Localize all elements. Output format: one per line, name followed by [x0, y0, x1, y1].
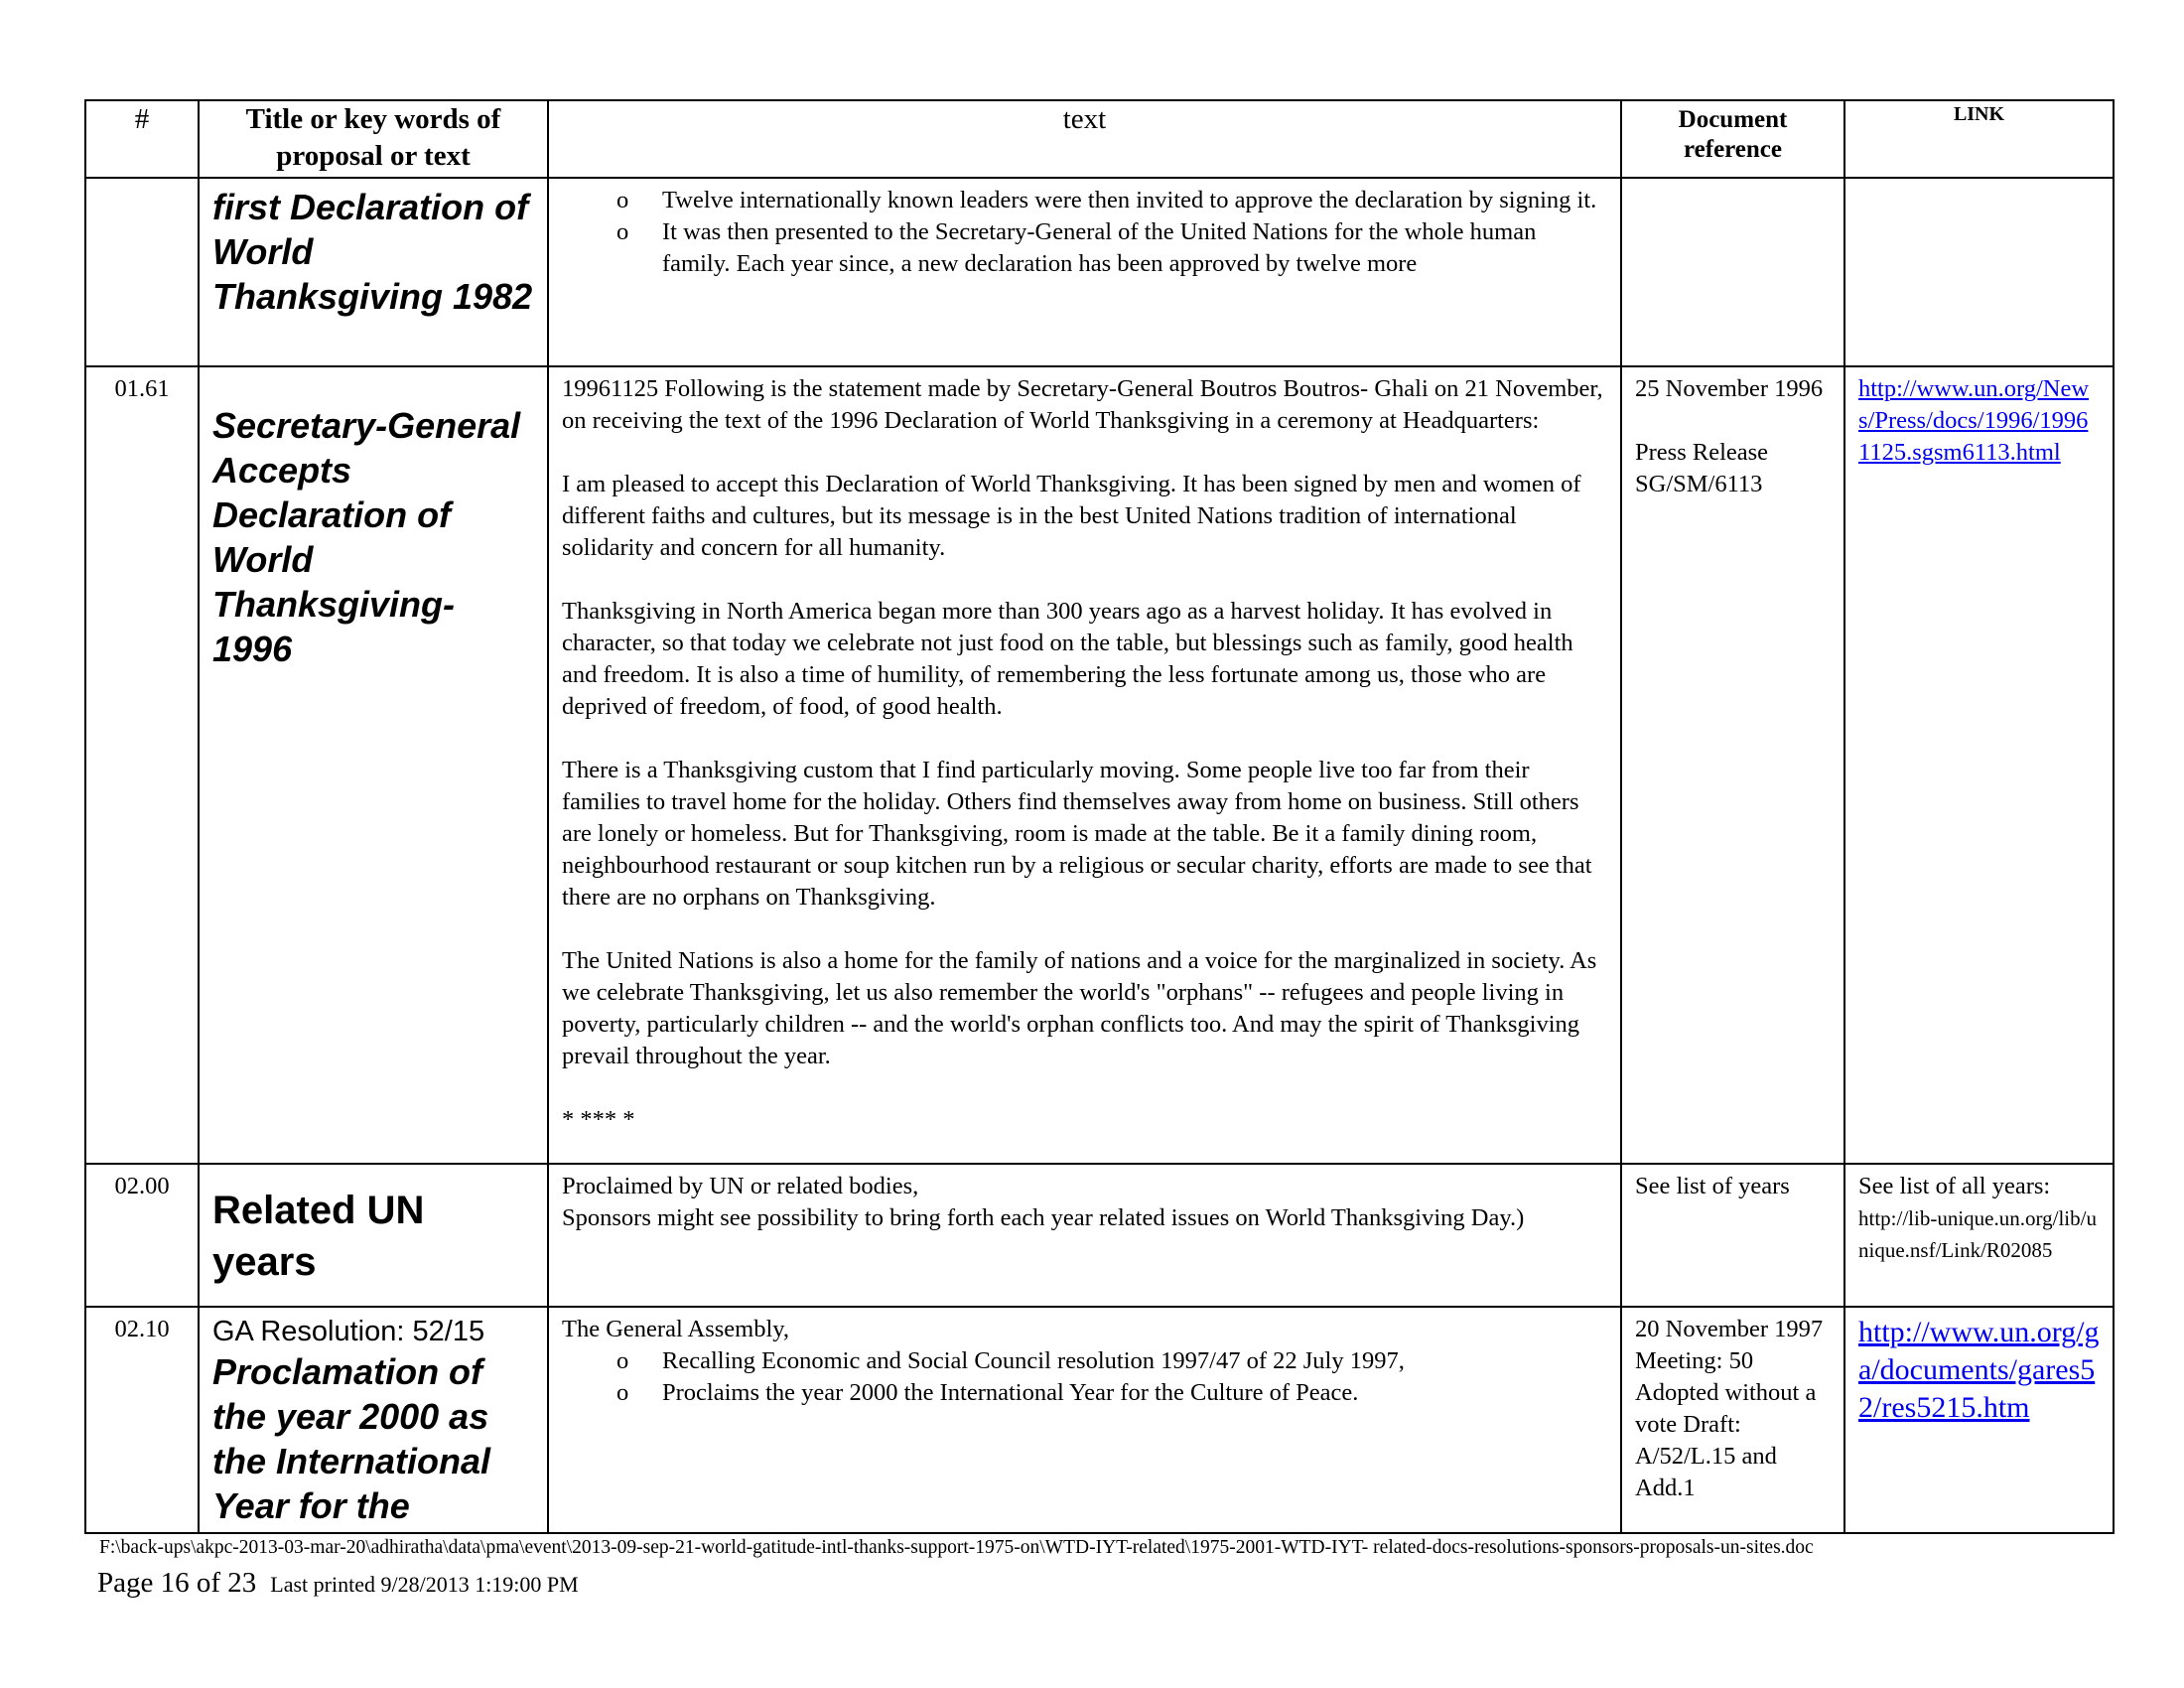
row-text-cell — [548, 1307, 1621, 1533]
footer-file-path: F:\back-ups\akpc-2013-03-mar-20\adhiratha\data\pma\event\2013-09-sep-21-world-gatitude-intl-thanks-support-1975-on\WTD-IYT-related\1975-2001-WTD-IYT- related-docs-resolutions-sponsors-proposals-un-sites.doc — [99, 1537, 1814, 1558]
row-ref: See list of years — [1621, 1164, 1844, 1307]
row-ref-cell — [1621, 178, 1844, 366]
bullet-list — [562, 1345, 1607, 1409]
row-num: 02.00 — [85, 1164, 199, 1307]
header-num: # — [85, 100, 199, 178]
row-title-cell — [199, 1307, 548, 1533]
footer-page-info — [97, 1567, 579, 1600]
paragraph: Thanksgiving in North America began more than 300 years ago as a harvest holiday. It has evolved in character, so that today we celebrate not just food on the table, but blessings such as family, good health and freedom. It is also a time of humility, of remembering the less fortunate among us, those who are deprived of freedom, of food, of good health. — [562, 598, 1573, 720]
row-text-cell — [548, 178, 1621, 366]
row-link-cell — [1844, 178, 2114, 366]
table-row — [85, 366, 2114, 1164]
reference-release: Press Release SG/SM/6113 — [1635, 439, 1769, 497]
row-num: 01.61 — [85, 366, 199, 1164]
table-row — [85, 1307, 2114, 1533]
intro-text: The General Assembly, — [562, 1316, 790, 1342]
header-link: LINK — [1844, 100, 2114, 178]
link-label: See list of all years: — [1858, 1173, 2051, 1199]
years-link-text: http://lib-unique.un.org/lib/unique.nsf/Link/R02085 — [1858, 1206, 2097, 1262]
page-number: Page 16 of 23 — [97, 1567, 257, 1599]
row-link-cell — [1844, 366, 2114, 1164]
list-item: o Twelve internationally known leaders were then invited to approve the declaration by signing it. — [616, 185, 1607, 216]
row-ref: 20 November 1997 Meeting: 50 Adopted without a vote Draft: A/52/L.15 and Add.1 — [1621, 1307, 1844, 1533]
separator-text: * *** * — [562, 1106, 635, 1133]
paragraph: There is a Thanksgiving custom that I find particularly moving. Some people live too far from their families to travel home for the holiday. Others find themselves away from home on business. Still others are lonely or homeless. But for Thanksgiving, room is made at the table. Be it a family dining room, neighbourhood restaurant or soup kitchen run by a religious or secular charity, efforts are made to see that there are no orphans on Thanksgiving. — [562, 757, 1592, 911]
list-item: o It was then presented to the Secretary-General of the United Nations for the whole human family. Each year since, a new declaration has been approved by twelve more — [616, 216, 1607, 280]
row-num-cell — [85, 178, 199, 366]
list-item: o Recalling Economic and Social Council resolution 1997/47 of 22 July 1997, — [616, 1345, 1607, 1377]
paragraph: The United Nations is also a home for the family of nations and a voice for the marginalized in society. As we celebrate Thanksgiving, let us also remember the world's "orphans" -- refugees and people living in poverty, particularly children -- and the world's orphan conflicts too. And may the spirit of Thanksgiving prevail throughout the year. — [562, 947, 1597, 1069]
row-link-cell — [1844, 1164, 2114, 1307]
row-ref-cell — [1621, 366, 1844, 1164]
row-text: Proclaimed by UN or related bodies, Sponsors might see possibility to bring forth each year related issues on World Thanksgiving Day.) — [548, 1164, 1621, 1307]
row-text-cell — [548, 366, 1621, 1164]
row-num: 02.10 — [85, 1307, 199, 1533]
row-title: first Declaration of World Thanksgiving 1982 — [212, 187, 533, 317]
resolution-link[interactable]: http://www.un.org/ga/documents/gares52/res5215.htm — [1858, 1316, 2100, 1424]
header-text: text — [548, 100, 1621, 178]
list-item: o Proclaims the year 2000 the International Year for the Culture of Peace. — [616, 1377, 1607, 1409]
paragraph: 19961125 Following is the statement made by Secretary-General Boutros Boutros- Ghali on 21 November, on receiving the text of the 1996 Declaration of World Thanksgiving in a ceremony at Headquarters: — [562, 375, 1603, 434]
press-release-link[interactable]: http://www.un.org/News/Press/docs/1996/19961125.sgsm6113.html — [1858, 375, 2090, 466]
resolution-number: GA Resolution: 52/15 — [212, 1316, 485, 1347]
bullet-list — [562, 185, 1607, 280]
row-title: Related UN years — [212, 1189, 425, 1284]
document-table — [84, 99, 2115, 1534]
table-row — [85, 1164, 2114, 1307]
last-printed: Last printed 9/28/2013 1:19:00 PM — [270, 1572, 579, 1597]
paragraph: I am pleased to accept this Declaration of World Thanksgiving. It has been signed by men and women of different faiths and cultures, but its message is in the best United Nations tradition of international solidarity and concern for all humanity. — [562, 471, 1581, 561]
header-document-reference: Document reference — [1621, 100, 1844, 178]
header-row — [85, 100, 2114, 178]
row-link-cell — [1844, 1307, 2114, 1533]
header-title: Title or key words of proposal or text — [199, 100, 548, 178]
row-title-cell — [199, 1164, 548, 1307]
row-title-cell — [199, 366, 548, 1164]
row-title: Proclamation of the year 2000 as the International Year for the — [212, 1351, 491, 1526]
reference-date: 25 November 1996 — [1635, 375, 1824, 402]
row-title: Secretary-General Accepts Declaration of World Thanksgiving-1996 — [212, 405, 521, 669]
row-title-cell — [199, 178, 548, 366]
table-row — [85, 178, 2114, 366]
